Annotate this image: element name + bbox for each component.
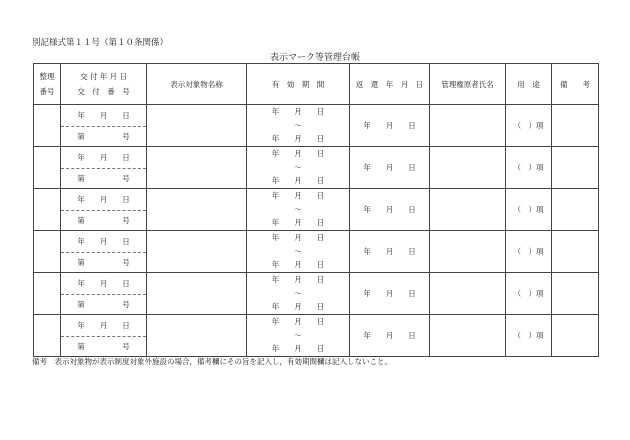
header-issue-number: 交 付 番 号 [77, 87, 130, 96]
issue-cell [61, 105, 147, 147]
form-number: 別記様式第１１号（第１０条関係） [32, 38, 169, 48]
return-date-cell[interactable]: 年 月 日 [350, 147, 430, 189]
remarks-cell[interactable] [552, 189, 599, 231]
remarks-cell[interactable] [552, 147, 599, 189]
period-end: 年 月 日 [271, 302, 325, 312]
return-date-cell[interactable]: 年 月 日 [350, 315, 430, 357]
header-issue-date: 交 付 年 月 日 [79, 72, 128, 81]
number-cell[interactable] [34, 189, 61, 231]
target-name-cell[interactable] [147, 189, 247, 231]
period-start: 年 月 日 [271, 233, 325, 243]
return-date-cell[interactable]: 年 月 日 [350, 189, 430, 231]
target-name-cell[interactable] [147, 231, 247, 273]
header-issue [61, 64, 147, 105]
usage-cell[interactable]: （ ）項 [506, 273, 552, 315]
header-remarks: 備 考 [552, 64, 599, 105]
target-name-cell[interactable] [147, 315, 247, 357]
target-name-cell[interactable] [147, 147, 247, 189]
table-row [34, 273, 599, 315]
issue-number-field[interactable]: 第 号 [77, 300, 130, 309]
number-cell[interactable] [34, 315, 61, 357]
issue-number-field[interactable]: 第 号 [77, 132, 130, 141]
header-target-name: 表示対象物名称 [147, 64, 247, 105]
period-cell[interactable] [247, 189, 350, 231]
header-number-line2: 番号 [39, 87, 55, 96]
table-row [34, 147, 599, 189]
issue-cell [61, 189, 147, 231]
table-row [34, 231, 599, 273]
footnote: 備考 表示対象物が表示制度対象外施設の場合，備考欄にその旨を記入し，有効期間欄は記入しないこと。 [32, 357, 392, 366]
usage-cell[interactable]: （ ）項 [506, 231, 552, 273]
manager-name-cell[interactable] [430, 231, 506, 273]
target-name-cell[interactable] [147, 273, 247, 315]
issue-cell [61, 315, 147, 357]
number-cell[interactable] [34, 273, 61, 315]
header-row [34, 64, 599, 105]
period-separator: ～ [294, 246, 302, 256]
manager-name-cell[interactable] [430, 273, 506, 315]
document-title: 表示マーク等管理台帳 [269, 53, 360, 63]
issue-number-field[interactable]: 第 号 [77, 342, 130, 351]
remarks-cell[interactable] [552, 273, 599, 315]
usage-cell[interactable]: （ ）項 [506, 147, 552, 189]
issue-date-field[interactable]: 年 月 日 [61, 273, 146, 295]
period-separator: ～ [294, 204, 302, 214]
header-manager-name: 管理権原者氏名 [430, 64, 506, 105]
usage-cell[interactable]: （ ）項 [506, 189, 552, 231]
number-cell[interactable] [34, 147, 61, 189]
issue-date-field[interactable]: 年 月 日 [61, 231, 146, 253]
period-start: 年 月 日 [271, 149, 325, 159]
header-usage: 用 途 [506, 64, 552, 105]
period-start: 年 月 日 [271, 107, 325, 117]
period-separator: ～ [294, 288, 302, 298]
issue-date-field[interactable]: 年 月 日 [61, 315, 146, 337]
issue-cell [61, 273, 147, 315]
issue-number-field[interactable]: 第 号 [77, 258, 130, 267]
period-cell[interactable] [247, 315, 350, 357]
issue-number-field[interactable]: 第 号 [77, 216, 130, 225]
period-cell[interactable] [247, 147, 350, 189]
header-return-date: 返 還 年 月 日 [350, 64, 430, 105]
period-start: 年 月 日 [271, 317, 325, 327]
target-name-cell[interactable] [147, 105, 247, 147]
number-cell[interactable] [34, 105, 61, 147]
period-cell[interactable] [247, 273, 350, 315]
period-end: 年 月 日 [271, 218, 325, 228]
period-end: 年 月 日 [271, 134, 325, 144]
header-validity-period: 有 効 期 間 [247, 64, 350, 105]
table-row [34, 315, 599, 357]
return-date-cell[interactable]: 年 月 日 [350, 105, 430, 147]
table-row [34, 189, 599, 231]
return-date-cell[interactable]: 年 月 日 [350, 273, 430, 315]
period-start: 年 月 日 [271, 275, 325, 285]
table-row [34, 105, 599, 147]
usage-cell[interactable]: （ ）項 [506, 315, 552, 357]
manager-name-cell[interactable] [430, 147, 506, 189]
ledger-table [33, 63, 599, 357]
issue-cell [61, 231, 147, 273]
period-separator: ～ [294, 162, 302, 172]
issue-cell [61, 147, 147, 189]
remarks-cell[interactable] [552, 315, 599, 357]
ledger-body [34, 105, 599, 357]
header-number [34, 64, 61, 105]
issue-date-field[interactable]: 年 月 日 [61, 147, 146, 169]
period-end: 年 月 日 [271, 344, 325, 354]
usage-cell[interactable]: （ ）項 [506, 105, 552, 147]
period-separator: ～ [294, 330, 302, 340]
issue-date-field[interactable]: 年 月 日 [61, 105, 146, 127]
manager-name-cell[interactable] [430, 315, 506, 357]
issue-date-field[interactable]: 年 月 日 [61, 189, 146, 211]
period-cell[interactable] [247, 231, 350, 273]
manager-name-cell[interactable] [430, 189, 506, 231]
period-cell[interactable] [247, 105, 350, 147]
period-start: 年 月 日 [271, 191, 325, 201]
period-end: 年 月 日 [271, 260, 325, 270]
number-cell[interactable] [34, 231, 61, 273]
period-end: 年 月 日 [271, 176, 325, 186]
manager-name-cell[interactable] [430, 105, 506, 147]
header-number-line1: 整理 [39, 72, 55, 81]
return-date-cell[interactable]: 年 月 日 [350, 231, 430, 273]
period-separator: ～ [294, 120, 302, 130]
remarks-cell[interactable] [552, 231, 599, 273]
remarks-cell[interactable] [552, 105, 599, 147]
issue-number-field[interactable]: 第 号 [77, 174, 130, 183]
